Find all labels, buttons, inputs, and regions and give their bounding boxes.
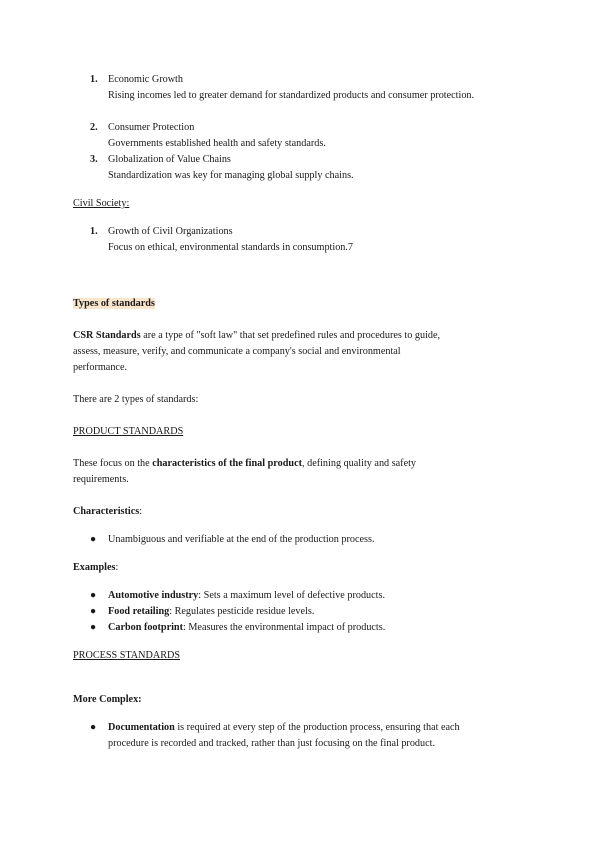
- csr-paragraph: [73, 328, 543, 376]
- csr-line1: are a type of "soft law" that set predefined rules and procedures to guide,: [140, 330, 441, 341]
- example-term: Automotive industry: [108, 590, 199, 601]
- process-line2: procedure is recorded and tracked, rather than just focusing on the final product.: [108, 738, 436, 749]
- characteristics-item: Unambiguous and verifiable at the end of the production process.: [108, 534, 375, 545]
- process-line1: is required at every step of the production process, ensuring that each: [174, 722, 460, 733]
- two-types-text: There are 2 types of standards:: [73, 394, 199, 405]
- process-term: Documentation: [108, 722, 175, 733]
- example-text: : Regulates pesticide residue levels.: [169, 606, 315, 617]
- list-item-title: Consumer Protection: [108, 122, 195, 133]
- list-item-desc: Governments established health and safety standards.: [108, 138, 326, 149]
- examples-colon: :: [115, 562, 119, 573]
- list-number: 1.: [90, 226, 98, 237]
- csr-line2: assess, measure, verify, and communicate a company's social and environmental: [73, 346, 401, 357]
- csr-line3: performance.: [73, 362, 128, 373]
- process-standards-heading: PROCESS STANDARDS: [73, 650, 181, 661]
- intro-line2: requirements.: [73, 474, 129, 485]
- bullet-icon: ●: [90, 722, 97, 733]
- characteristics-colon: :: [139, 506, 143, 517]
- list-item-desc: Rising incomes led to greater demand for standardized products and consumer protection.: [108, 90, 475, 101]
- types-heading: Types of standards: [73, 298, 155, 309]
- section-heading: [73, 296, 533, 312]
- intro-start: These focus on the: [73, 458, 153, 469]
- example-item: [108, 588, 533, 604]
- list-item-title: Globalization of Value Chains: [108, 154, 231, 165]
- bullet-icon: ●: [90, 534, 97, 545]
- characteristics-label: Characteristics: [73, 506, 140, 517]
- list-number: 2.: [90, 122, 98, 133]
- list-item-title: Economic Growth: [108, 74, 183, 85]
- product-standards-heading: PRODUCT STANDARDS: [73, 426, 184, 437]
- list-number: 3.: [90, 154, 98, 165]
- bullet-icon: ●: [90, 606, 97, 617]
- example-term: Food retailing: [108, 606, 170, 617]
- example-item: [108, 604, 533, 620]
- process-item: [108, 720, 533, 752]
- characteristics-label-row: [73, 504, 533, 520]
- bullet-icon: ●: [90, 590, 97, 601]
- intro-end: , defining quality and safety: [302, 458, 417, 469]
- list-number: 1.: [90, 74, 98, 85]
- examples-label-row: [73, 560, 533, 576]
- examples-label: Examples: [73, 562, 116, 573]
- example-text: : Sets a maximum level of defective products.: [198, 590, 385, 601]
- list-item-title: Growth of Civil Organizations: [108, 226, 233, 237]
- civil-society-heading: Civil Society:: [73, 198, 130, 209]
- csr-term: CSR Standards: [73, 330, 141, 341]
- more-complex-label: More Complex:: [73, 694, 142, 705]
- bullet-icon: ●: [90, 622, 97, 633]
- product-intro: [73, 456, 543, 488]
- example-item: [108, 620, 533, 636]
- list-item-desc: Focus on ethical, environmental standards in consumption.7: [108, 242, 354, 253]
- example-text: : Measures the environmental impact of products.: [183, 622, 386, 633]
- example-term: Carbon footprint: [108, 622, 183, 633]
- intro-bold: characteristics of the final product: [152, 458, 302, 469]
- list-item-desc: Standardization was key for managing global supply chains.: [108, 170, 354, 181]
